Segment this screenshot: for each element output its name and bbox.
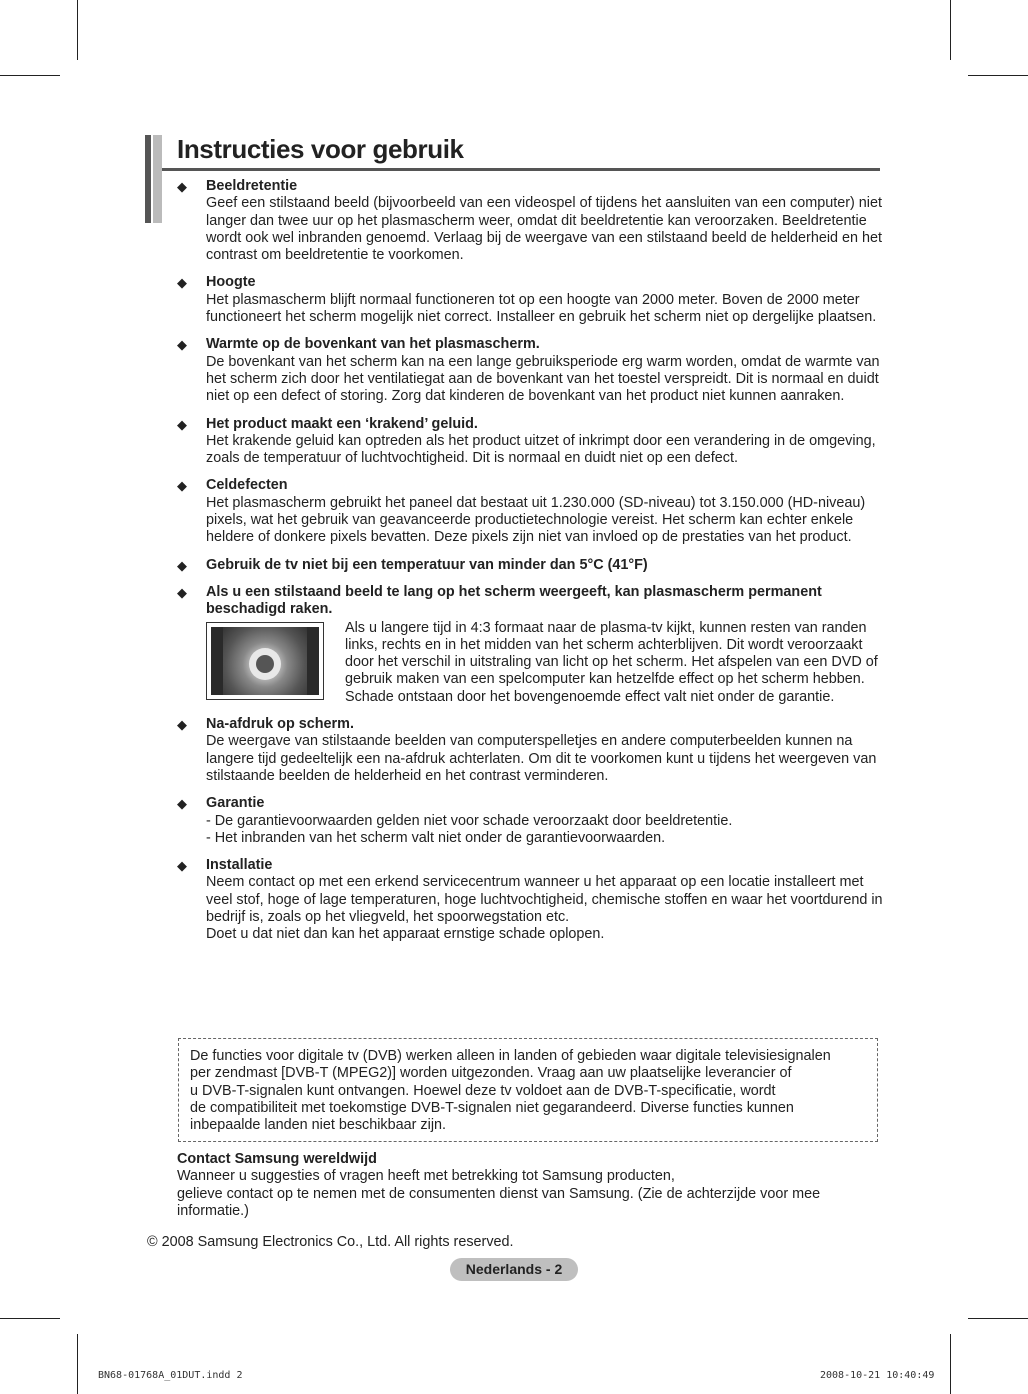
tv-image — [206, 622, 324, 700]
item-title: Celdefecten — [206, 477, 288, 494]
list-item — [177, 336, 883, 405]
copyright-notice: © 2008 Samsung Electronics Co., Ltd. All rights reserved. — [147, 1234, 514, 1250]
item-title: Na-afdruk op scherm. — [206, 716, 354, 733]
crop-mark — [0, 1318, 60, 1319]
page-title: Instructies voor gebruik — [177, 134, 464, 164]
dvb-note-line: u DVB-T-signalen kunt ontvangen. Hoewel deze tv voldoet aan de DVB-T-specificatie, wordt — [190, 1082, 776, 1099]
diamond-bullet-icon: ◆ — [177, 717, 187, 733]
crop-mark — [950, 1334, 951, 1394]
crop-mark — [968, 75, 1028, 76]
item-body: Het krakende geluid kan optreden als het product uitzet of inkrimpt door een verandering in de omgeving, zoals de temperatuur of luchtvochtigheid. Dit is normaal en duidt niet op een defect. — [206, 432, 876, 467]
print-slug-date: 2008-10-21 10:40:49 — [820, 1370, 935, 1381]
diamond-bullet-icon: ◆ — [177, 179, 187, 194]
print-slug-file: BN68-01768A_01DUT.indd 2 — [98, 1370, 243, 1381]
item-body: De weergave van stilstaande beelden van computerspelletjes en andere computerbeelden kunnen na langere tijd gedeeltelijk een na-afdruk achterlaten. Om dit te voorkomen kunt u tijdens het weergeven van stilstaande beelden de helderheid en het contrast verminderen. — [206, 733, 877, 784]
list-item — [177, 857, 883, 943]
contact-title: Contact Samsung wereldwijd — [177, 1151, 377, 1167]
dvb-note-line: De functies voor digitale tv (DVB) werken alleen in landen of gebieden waar digitale televisiesignalen — [190, 1048, 831, 1064]
dvb-note-line: per zendmast [DVB-T (MPEG2)] worden uitgezonden. Vraag aan uw plaatselijke leverancier of — [190, 1065, 792, 1082]
item-body: Als u langere tijd in 4:3 formaat naar de plasma-tv kijkt, kunnen resten van randen links, rechts en in het midden van het scherm achterblijven. Dit wordt veroorzaakt door het verschil in uitstraling van licht op het scherm. Het afspelen van een DVD of gebruik maken van een spelcomputer kan hetzelfde effect op het scherm hebben. Schade ontstaan door het bovengenoemde effect valt niet onder de garantie. — [345, 619, 878, 705]
crop-mark — [0, 75, 60, 76]
crop-mark — [77, 0, 78, 60]
dvb-note-box — [178, 1038, 878, 1142]
list-item — [177, 178, 883, 264]
item-body: De bovenkant van het scherm kan na een lange gebruiksperiode erg warm worden, omdat de warmte van het scherm zich door het ventilatiegat aan de bovenkant van het toestel verspreidt. Dit is normaal en duidt niet op een defect of storing. Zorg dat kinderen de bovenkant van het product niet kunnen aanraken. — [206, 353, 880, 405]
tv-illustration-row — [206, 620, 883, 706]
crop-mark — [950, 0, 951, 60]
title-underline — [162, 168, 880, 171]
item-body: Het plasmascherm gebruikt het paneel dat bestaat uit 1.230.000 (SD-niveau) tot 3.150.000 (HD-niveau) pixels, wat het gebruik van geavanceerde productietechnologie vereist. Het scherm kan echter enkele heldere of donkere pixels bevatten. Deze pixels zijn niet van invloed op de prestaties van het product. — [206, 494, 866, 546]
instructions-list — [177, 178, 883, 954]
list-item — [177, 416, 883, 468]
tv-screen — [223, 627, 307, 695]
contact-line: gelieve contact op te nemen met de consumenten dienst van Samsung. (Zie de achterzijde voor mee informatie.) — [177, 1185, 821, 1219]
item-title: Installatie — [206, 857, 273, 874]
list-item — [177, 584, 883, 706]
item-body-line: Doet u dat niet dan kan het apparaat ernstige schade oplopen. — [206, 926, 605, 943]
list-item — [177, 274, 883, 326]
title-accent-bar — [153, 135, 162, 223]
contact-line: Wanneer u suggesties of vragen heeft met betrekking tot Samsung producten, — [177, 1168, 675, 1185]
diamond-bullet-icon: ◆ — [177, 275, 187, 291]
diamond-bullet-icon: ◆ — [177, 557, 187, 573]
dvb-note-line: inbepaalde landen niet beschikbaar zijn. — [190, 1117, 447, 1134]
item-title: Beeldretentie — [206, 178, 298, 194]
diamond-bullet-icon: ◆ — [177, 584, 187, 600]
item-body: Het plasmascherm blijft normaal functioneren tot op een hoogte van 2000 meter. Boven de 2000 meter functioneert het scherm mogelijk niet correct. Installeer en gebruik het scherm niet op dergelijke plaatsen. — [206, 291, 877, 326]
list-item — [177, 477, 883, 546]
item-title: Garantie — [206, 795, 265, 812]
item-body-line: Neem contact op met een erkend servicecentrum wanneer u het apparaat op een locatie installeert met veel stof, hoge of lage temperaturen, hoge luchtvochtigheid, chemische stoffen en waar het voortdurend in bedrijf is, zoals op het vliegveld, het spoorwegstation etc. — [206, 874, 883, 925]
item-title: Warmte op de bovenkant van het plasmascherm. — [206, 336, 540, 353]
diamond-bullet-icon: ◆ — [177, 337, 187, 353]
list-item — [177, 716, 883, 785]
item-title: Hoogte — [206, 274, 256, 291]
item-title: Gebruik de tv niet bij een temperatuur van minder dan 5°C (41°F) — [206, 556, 648, 573]
flower-icon — [256, 655, 274, 673]
contact-section — [177, 1151, 877, 1220]
diamond-bullet-icon: ◆ — [177, 858, 187, 874]
diamond-bullet-icon: ◆ — [177, 478, 187, 494]
dvb-note-line: de compatibiliteit met toekomstige DVB-T-signalen niet gegarandeerd. Diverse functies kunnen — [190, 1099, 794, 1116]
list-item — [177, 557, 883, 574]
item-body: Geef een stilstaand beeld (bijvoorbeeld van een videospel of tijdens het aansluiten van een computer) niet langer dan twee uur op het plasmascherm weer, omdat dit beeldretentie kan veroorzaken. Beeldretentie wordt ook wel inbranden genoemd. Verlaag bij de weergave van een stilstaand beeld de helderheid en het contrast om beeldretentie te voorkomen. — [206, 195, 883, 264]
item-title: Als u een stilstaand beeld te lang op het scherm weergeeft, kan plasmascherm permanent beschadigd raken. — [206, 583, 822, 618]
tv-bezel — [211, 627, 319, 695]
crop-mark — [77, 1334, 78, 1394]
item-body-line: - De garantievoorwaarden gelden niet voor schade veroorzaakt door beeldretentie. — [206, 812, 733, 829]
crop-mark — [968, 1318, 1028, 1319]
title-accent-bar — [145, 135, 151, 223]
diamond-bullet-icon: ◆ — [177, 416, 187, 432]
item-body-line: - Het inbranden van het scherm valt niet onder de garantievoorwaarden. — [206, 829, 666, 846]
item-title: Het product maakt een ‘krakend’ geluid. — [206, 415, 478, 432]
page-number-badge: Nederlands - 2 — [450, 1258, 578, 1281]
diamond-bullet-icon: ◆ — [177, 796, 187, 812]
list-item — [177, 795, 883, 847]
